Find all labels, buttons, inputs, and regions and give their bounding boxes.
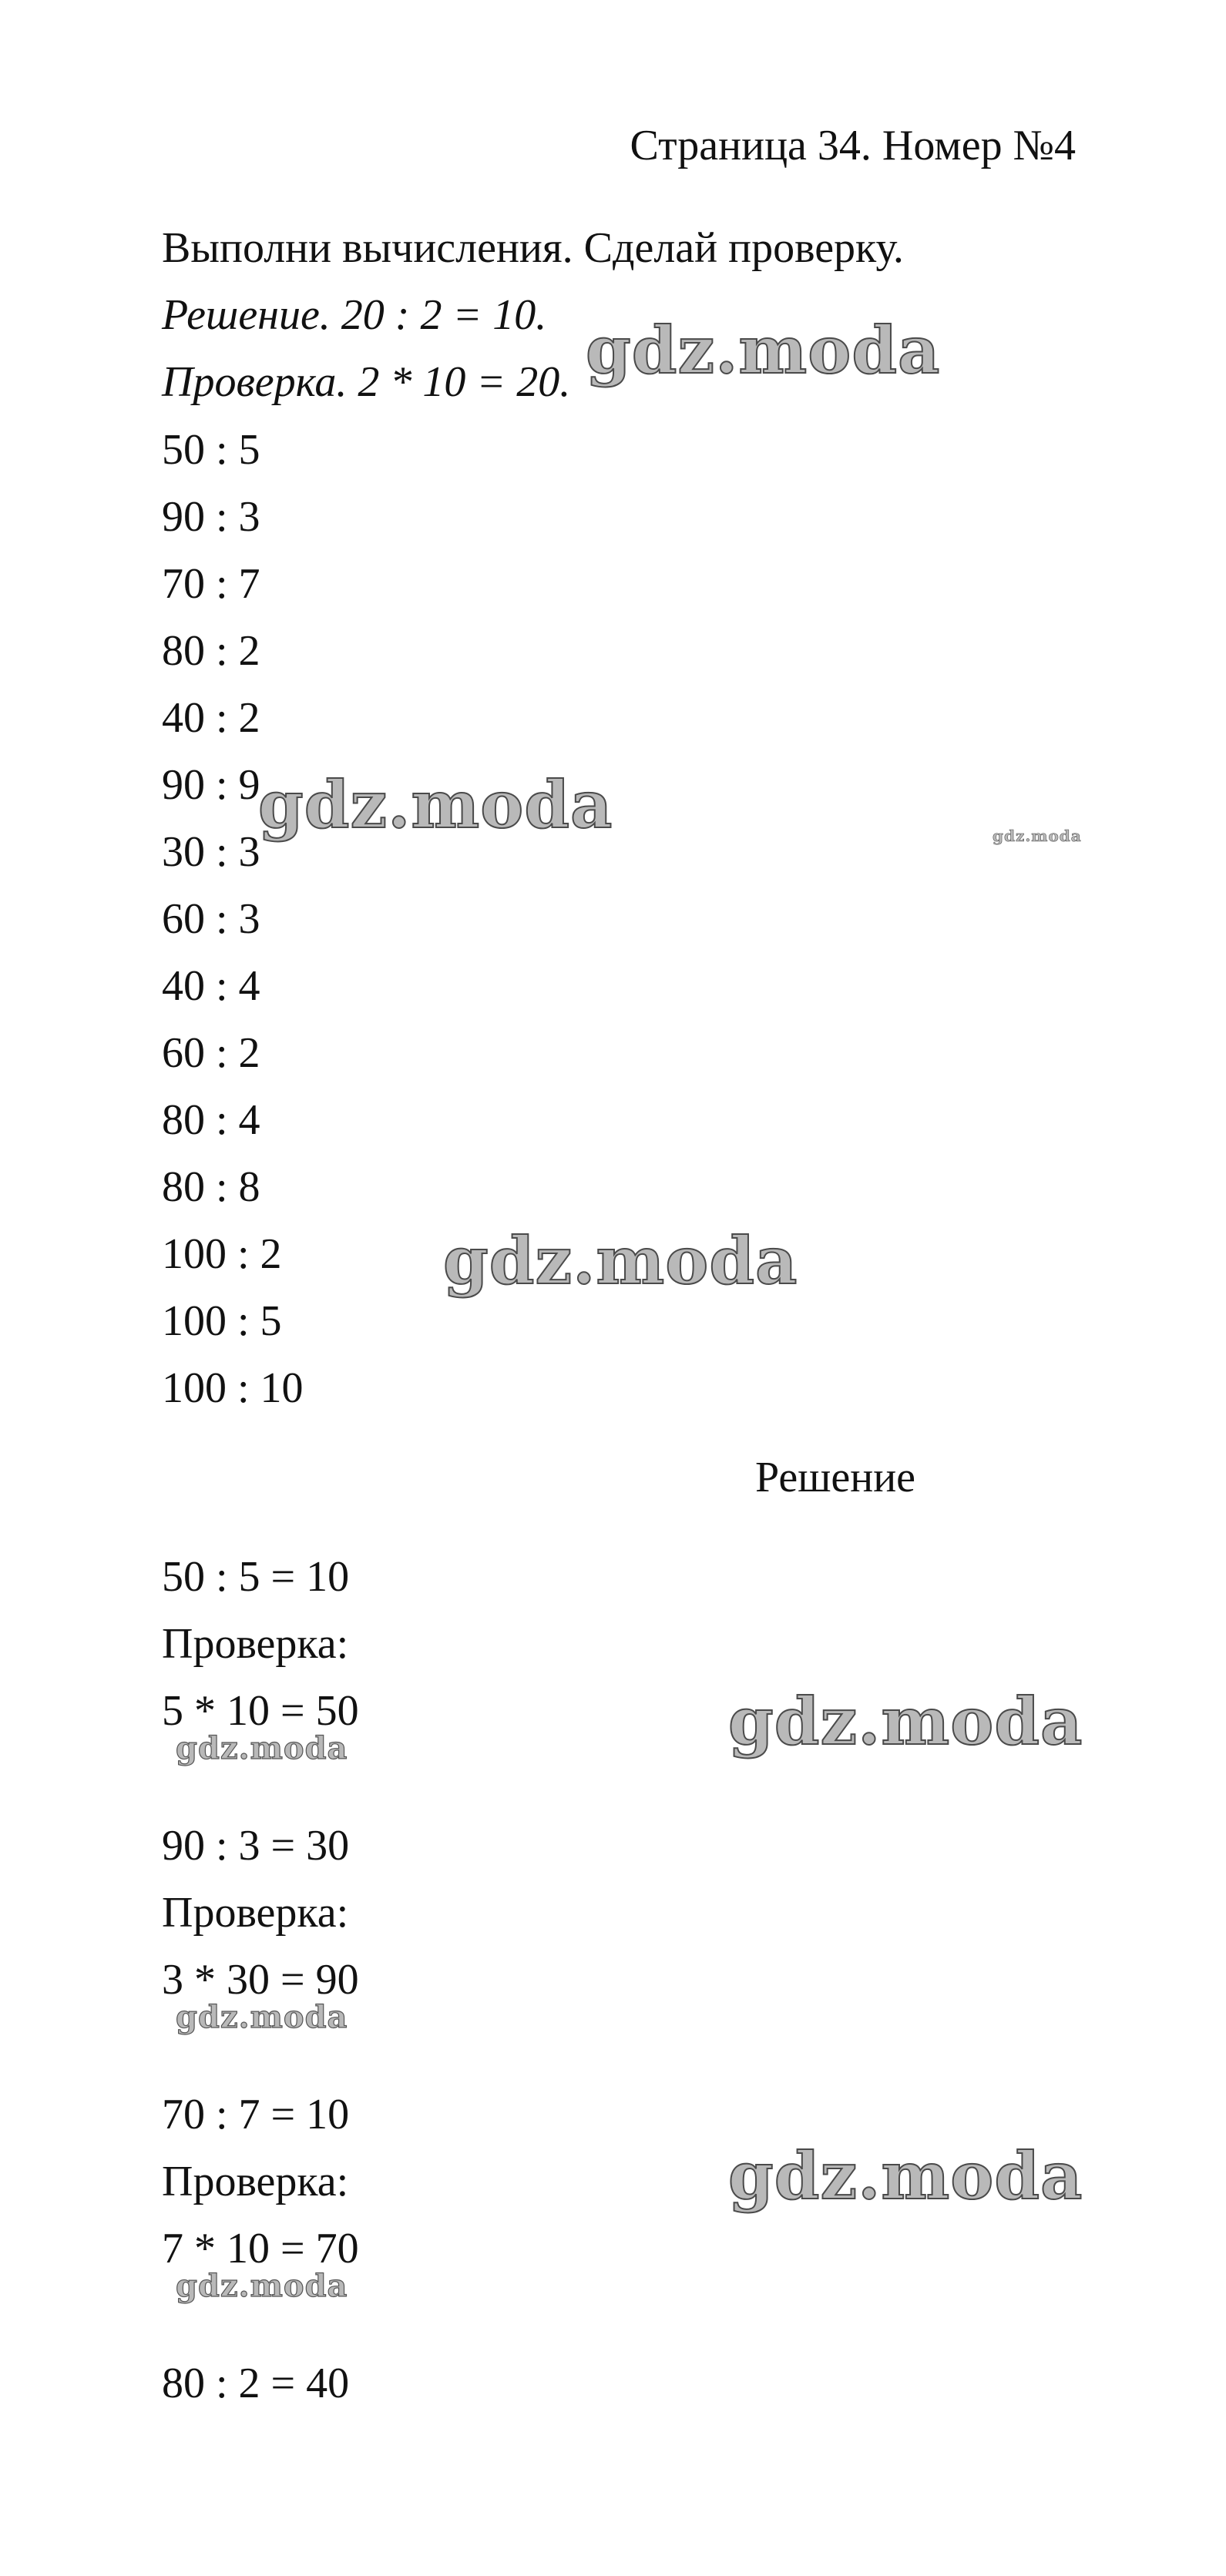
check-label: Проверка: [162, 1620, 349, 1668]
watermark-logo: gdz.moda [176, 2268, 348, 2304]
check-label: Проверка: [162, 2158, 349, 2205]
expression-item: 80 : 8 [162, 1163, 260, 1211]
expression-item: 70 : 7 [162, 560, 260, 608]
example-solution: Решение. 20 : 2 = 10. [162, 291, 547, 339]
watermark-logo: gdz.moda [728, 1683, 1083, 1759]
solution-heading: Решение [755, 1454, 916, 1501]
expression-item: 50 : 5 [162, 426, 260, 474]
page-title: Страница 34. Номер №4 [630, 122, 1076, 169]
expression-item: 80 : 4 [162, 1096, 260, 1144]
watermark-logo: gdz.moda [728, 2138, 1083, 2214]
solution-equation: 50 : 5 = 10 [162, 1553, 350, 1601]
task-instruction: Выполни вычисления. Сделай проверку. [162, 224, 904, 272]
example-check: Проверка. 2 * 10 = 20. [162, 358, 571, 406]
watermark-logo: gdz.moda [586, 312, 941, 388]
expression-item: 40 : 2 [162, 694, 260, 742]
expression-item: 100 : 10 [162, 1364, 304, 1412]
check-equation: 5 * 10 = 50 [162, 1687, 359, 1735]
expression-item: 60 : 3 [162, 895, 260, 943]
watermark-logo: gdz.moda [993, 827, 1082, 845]
expression-item: 90 : 3 [162, 493, 260, 541]
solution-equation: 80 : 2 = 40 [162, 2360, 350, 2407]
check-equation: 3 * 30 = 90 [162, 1956, 359, 2004]
expression-item: 100 : 2 [162, 1230, 282, 1278]
watermark-logo: gdz.moda [258, 766, 613, 843]
expression-item: 80 : 2 [162, 627, 260, 675]
expression-item: 30 : 3 [162, 828, 260, 876]
watermark-logo: gdz.moda [443, 1223, 798, 1299]
expression-item: 40 : 4 [162, 962, 260, 1010]
solution-equation: 70 : 7 = 10 [162, 2091, 350, 2138]
watermark-logo: gdz.moda [176, 1730, 348, 1766]
check-equation: 7 * 10 = 70 [162, 2225, 359, 2272]
watermark-logo: gdz.moda [176, 1999, 348, 2035]
check-label: Проверка: [162, 1889, 349, 1937]
expression-item: 90 : 9 [162, 761, 260, 809]
solution-equation: 90 : 3 = 30 [162, 1822, 350, 1870]
expression-item: 60 : 2 [162, 1029, 260, 1077]
expression-item: 100 : 5 [162, 1297, 282, 1345]
